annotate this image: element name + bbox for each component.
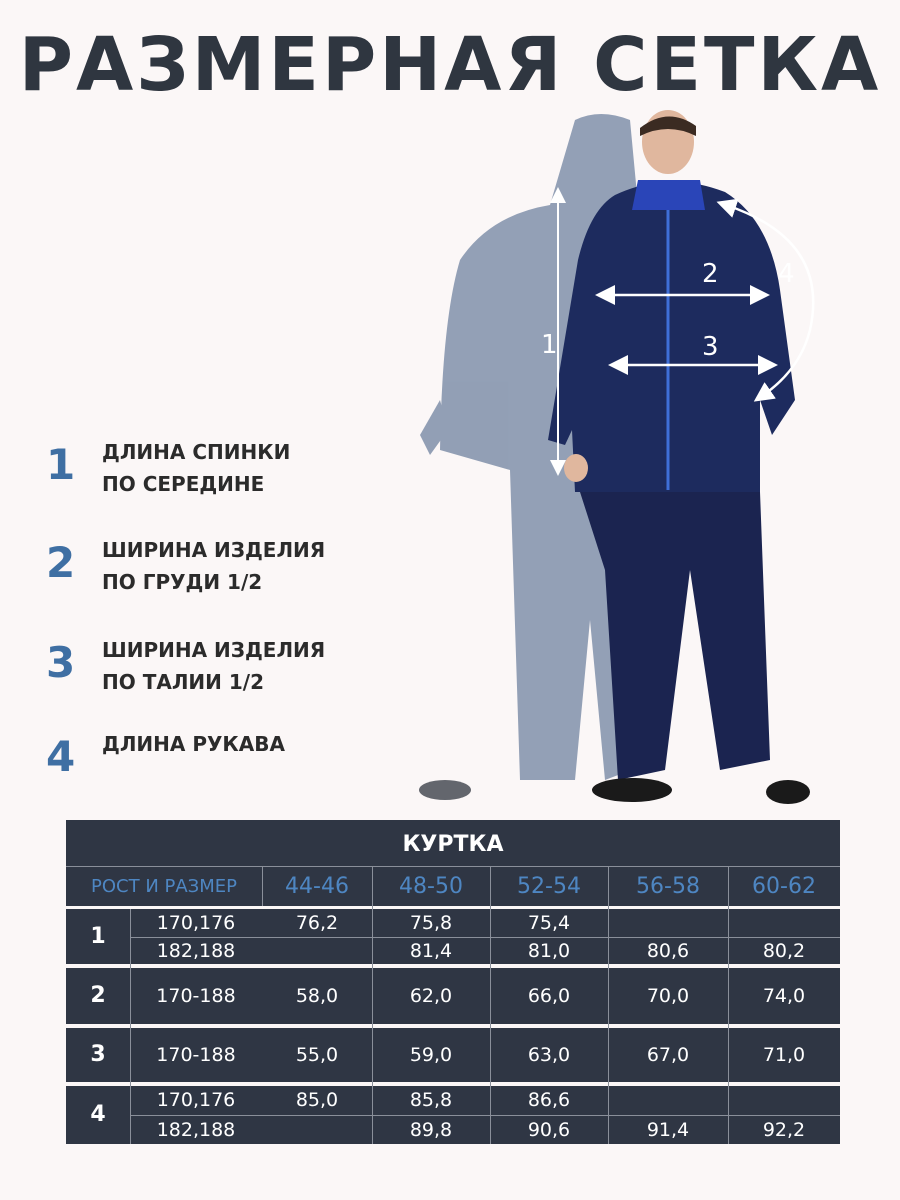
value-cell: 55,0 [295,1044,339,1066]
height-cell: 182,188 [156,940,236,962]
value-cell: 85,8 [409,1089,453,1111]
height-cell: 170,176 [156,1089,236,1111]
size-header: 52-54 [517,874,581,899]
measure-marker-1: 1 [541,330,558,360]
value-cell: 80,6 [646,940,690,962]
value-cell [262,938,372,964]
value-cell: 63,0 [527,1044,571,1066]
value-cell: 74,0 [762,985,806,1007]
height-cell: 170-188 [156,1044,236,1066]
legend-number: 4 [46,732,76,781]
value-cell: 90,6 [527,1119,571,1141]
value-cell: 59,0 [409,1044,453,1066]
rost-size-header: РОСТ И РАЗМЕР [91,876,237,897]
value-cell: 81,4 [409,940,453,962]
value-cell: 76,2 [295,912,339,934]
size-header: 60-62 [752,874,816,899]
size-table [66,820,840,1144]
legend-number: 1 [46,440,76,489]
legend-label: ШИРИНА ИЗДЕЛИЯ ПО ТАЛИИ 1/2 [102,638,326,694]
value-cell [608,1086,728,1115]
row-number: 1 [90,924,106,949]
value-cell: 89,8 [409,1119,453,1141]
legend-label: ШИРИНА ИЗДЕЛИЯ ПО ГРУДИ 1/2 [102,538,326,594]
height-cell: 170,176 [156,912,236,934]
size-header: 48-50 [399,874,463,899]
value-cell: 67,0 [646,1044,690,1066]
value-cell: 62,0 [409,985,453,1007]
legend-number: 3 [46,638,76,687]
value-cell: 91,4 [646,1119,690,1141]
value-cell: 85,0 [295,1089,339,1111]
table-title: КУРТКА [66,820,840,867]
height-cell: 170-188 [156,985,236,1007]
size-header: 44-46 [285,874,349,899]
value-cell [728,909,840,937]
value-cell [728,1086,840,1115]
value-cell: 75,4 [527,912,571,934]
measure-marker-2: 2 [702,259,719,289]
value-cell: 80,2 [762,940,806,962]
row-number: 2 [90,983,106,1008]
value-cell [608,909,728,937]
value-cell: 71,0 [762,1044,806,1066]
row-number: 3 [90,1042,106,1067]
value-cell: 92,2 [762,1119,806,1141]
product-figure [400,100,870,820]
page-title: РАЗМЕРНАЯ СЕТКА [18,22,882,108]
value-cell: 81,0 [527,940,571,962]
value-cell: 75,8 [409,912,453,934]
size-header: 56-58 [636,874,700,899]
value-cell [262,1116,372,1144]
row-number: 4 [90,1102,106,1127]
measure-marker-4: 4 [778,259,795,289]
value-cell: 58,0 [295,985,339,1007]
value-cell: 86,6 [527,1089,571,1111]
height-cell: 182,188 [156,1119,236,1141]
value-cell: 66,0 [527,985,571,1007]
value-cell: 70,0 [646,985,690,1007]
legend-number: 2 [46,538,76,587]
measure-marker-3: 3 [702,332,719,362]
legend-label: ДЛИНА СПИНКИ ПО СЕРЕДИНЕ [102,440,291,496]
legend-label: ДЛИНА РУКАВА [102,732,285,756]
